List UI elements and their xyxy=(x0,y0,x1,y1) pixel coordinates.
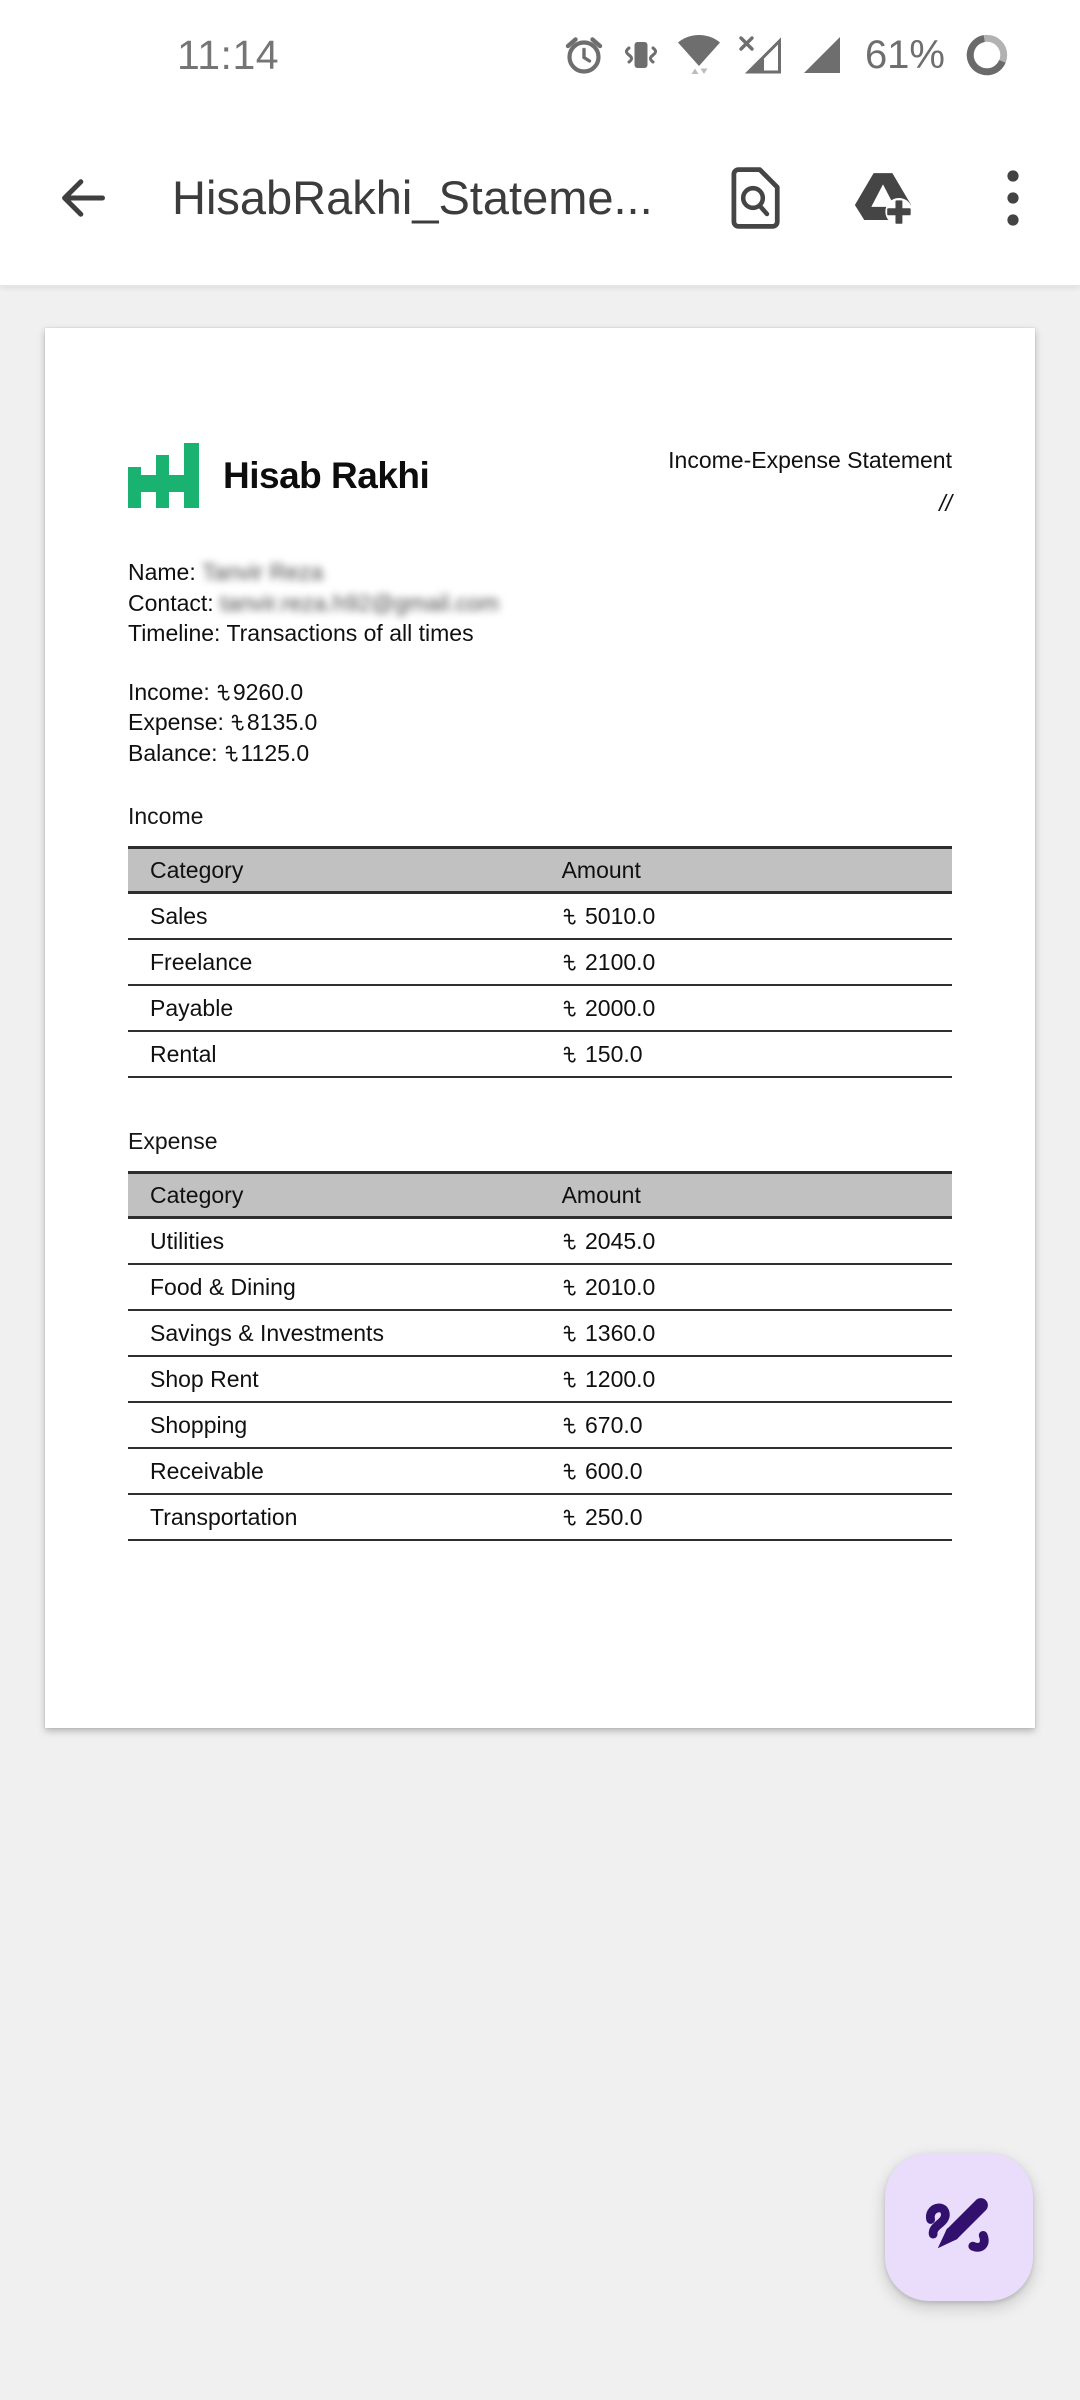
totals-summary xyxy=(128,677,952,769)
amount-cell: 250.0 xyxy=(561,1494,952,1540)
income-total-label: Income: xyxy=(128,678,210,705)
status-icons xyxy=(562,32,1010,78)
taka-currency-symbol xyxy=(562,953,577,973)
pdf-viewer-toolbar xyxy=(0,110,1080,286)
find-in-page-button[interactable] xyxy=(722,167,784,229)
pdf-page xyxy=(45,328,1035,1728)
add-to-drive-button[interactable] xyxy=(852,167,914,229)
signal-no-network-icon xyxy=(737,35,783,75)
category-cell: Payable xyxy=(128,985,561,1031)
amount-cell: 2000.0 xyxy=(561,985,952,1031)
table-row xyxy=(128,939,952,985)
overflow-menu-button[interactable] xyxy=(982,167,1044,229)
expense-table-header-row xyxy=(128,1173,952,1218)
income-table-body xyxy=(128,893,952,1078)
summary-balance-line xyxy=(128,738,952,769)
account-info xyxy=(128,557,952,649)
back-arrow-icon xyxy=(57,172,109,224)
expense-total-value: 8135.0 xyxy=(246,709,318,735)
taka-currency-symbol xyxy=(230,713,245,733)
amount-cell: 2010.0 xyxy=(561,1264,952,1310)
category-cell: Rental xyxy=(128,1031,561,1077)
taka-currency-symbol xyxy=(562,1370,577,1390)
amount-cell: 5010.0 xyxy=(561,893,952,940)
category-column-header: Category xyxy=(128,848,561,893)
expense-table-body xyxy=(128,1218,952,1541)
statement-date: // xyxy=(939,490,952,516)
taka-currency-symbol xyxy=(562,1278,577,1298)
amount-cell: 150.0 xyxy=(561,1031,952,1077)
alarm-icon xyxy=(562,33,606,77)
taka-currency-symbol xyxy=(562,907,577,927)
name-line xyxy=(128,557,952,588)
category-cell: Savings & Investments xyxy=(128,1310,561,1356)
table-row xyxy=(128,1218,952,1265)
taka-currency-symbol xyxy=(562,1232,577,1252)
income-total-value: 9260.0 xyxy=(232,678,304,705)
table-row xyxy=(128,1031,952,1077)
summary-expense-line xyxy=(128,707,952,738)
hisab-rakhi-logo-icon xyxy=(128,443,199,508)
amount-column-header: Amount xyxy=(561,848,952,893)
timeline-label: Timeline: xyxy=(128,620,221,646)
category-cell: Shopping xyxy=(128,1402,561,1448)
expense-table xyxy=(128,1171,952,1541)
table-row xyxy=(128,1264,952,1310)
amount-cell: 2100.0 xyxy=(561,939,952,985)
taka-currency-symbol xyxy=(562,1508,577,1528)
contact-label: Contact: xyxy=(128,589,214,616)
add-to-drive-icon xyxy=(853,169,913,226)
table-row xyxy=(128,1356,952,1402)
amount-cell: 600.0 xyxy=(561,1448,952,1494)
table-row xyxy=(128,985,952,1031)
income-table-header-row xyxy=(128,848,952,893)
statement-title: Income-Expense Statement xyxy=(668,447,952,473)
balance-total-value: 1125.0 xyxy=(240,739,310,766)
table-row xyxy=(128,1310,952,1356)
wifi-icon xyxy=(676,34,722,76)
taka-currency-symbol xyxy=(562,1416,577,1436)
category-cell: Receivable xyxy=(128,1448,561,1494)
battery-ring-icon xyxy=(964,32,1010,78)
battery-percent: 61% xyxy=(864,32,945,77)
document-title: HisabRakhi_Stateme... xyxy=(172,171,653,224)
category-cell: Food & Dining xyxy=(128,1264,561,1310)
income-table xyxy=(128,846,952,1078)
find-in-page-icon xyxy=(725,166,781,230)
table-row xyxy=(128,1494,952,1540)
contact-value-redacted: tanvir.reza.h92@gmail.com xyxy=(220,589,500,616)
taka-currency-symbol xyxy=(562,1462,577,1482)
income-section-title: Income xyxy=(128,803,204,829)
amount-cell: 1360.0 xyxy=(561,1310,952,1356)
table-row xyxy=(128,893,952,940)
taka-currency-symbol xyxy=(562,1045,577,1065)
back-button[interactable] xyxy=(52,167,114,229)
table-row xyxy=(128,1448,952,1494)
category-cell: Transportation xyxy=(128,1494,561,1540)
category-cell: Freelance xyxy=(128,939,561,985)
status-time: 11:14 xyxy=(177,31,280,78)
taka-currency-symbol xyxy=(562,1324,577,1344)
amount-column-header: Amount xyxy=(561,1173,952,1218)
taka-currency-symbol xyxy=(216,683,231,703)
taka-currency-symbol xyxy=(562,999,577,1019)
overflow-menu-icon xyxy=(1006,169,1020,227)
category-cell: Utilities xyxy=(128,1218,561,1265)
status-bar xyxy=(0,0,1080,110)
expense-total-label: Expense: xyxy=(128,709,224,735)
amount-cell: 2045.0 xyxy=(561,1218,952,1265)
contact-line xyxy=(128,588,952,619)
category-column-header: Category xyxy=(128,1173,561,1218)
brand-name: Hisab Rakhi xyxy=(223,455,430,496)
statement-header-block xyxy=(668,443,952,517)
timeline-line xyxy=(128,618,952,649)
table-row xyxy=(128,1402,952,1448)
timeline-value: Transactions of all times xyxy=(226,620,474,646)
vibrate-icon xyxy=(621,33,661,77)
expense-section-title: Expense xyxy=(128,1128,218,1154)
taka-currency-symbol xyxy=(224,744,239,764)
name-label: Name: xyxy=(128,559,196,585)
stylus-note-icon xyxy=(909,2177,1009,2277)
annotate-fab[interactable] xyxy=(885,2153,1033,2301)
amount-cell: 1200.0 xyxy=(561,1356,952,1402)
amount-cell: 670.0 xyxy=(561,1402,952,1448)
balance-total-label: Balance: xyxy=(128,739,218,766)
category-cell: Sales xyxy=(128,893,561,940)
name-value-redacted: Tanvir Reza xyxy=(201,559,324,585)
signal-full-icon xyxy=(798,35,842,75)
category-cell: Shop Rent xyxy=(128,1356,561,1402)
document-header xyxy=(128,443,952,517)
summary-income-line xyxy=(128,677,952,708)
